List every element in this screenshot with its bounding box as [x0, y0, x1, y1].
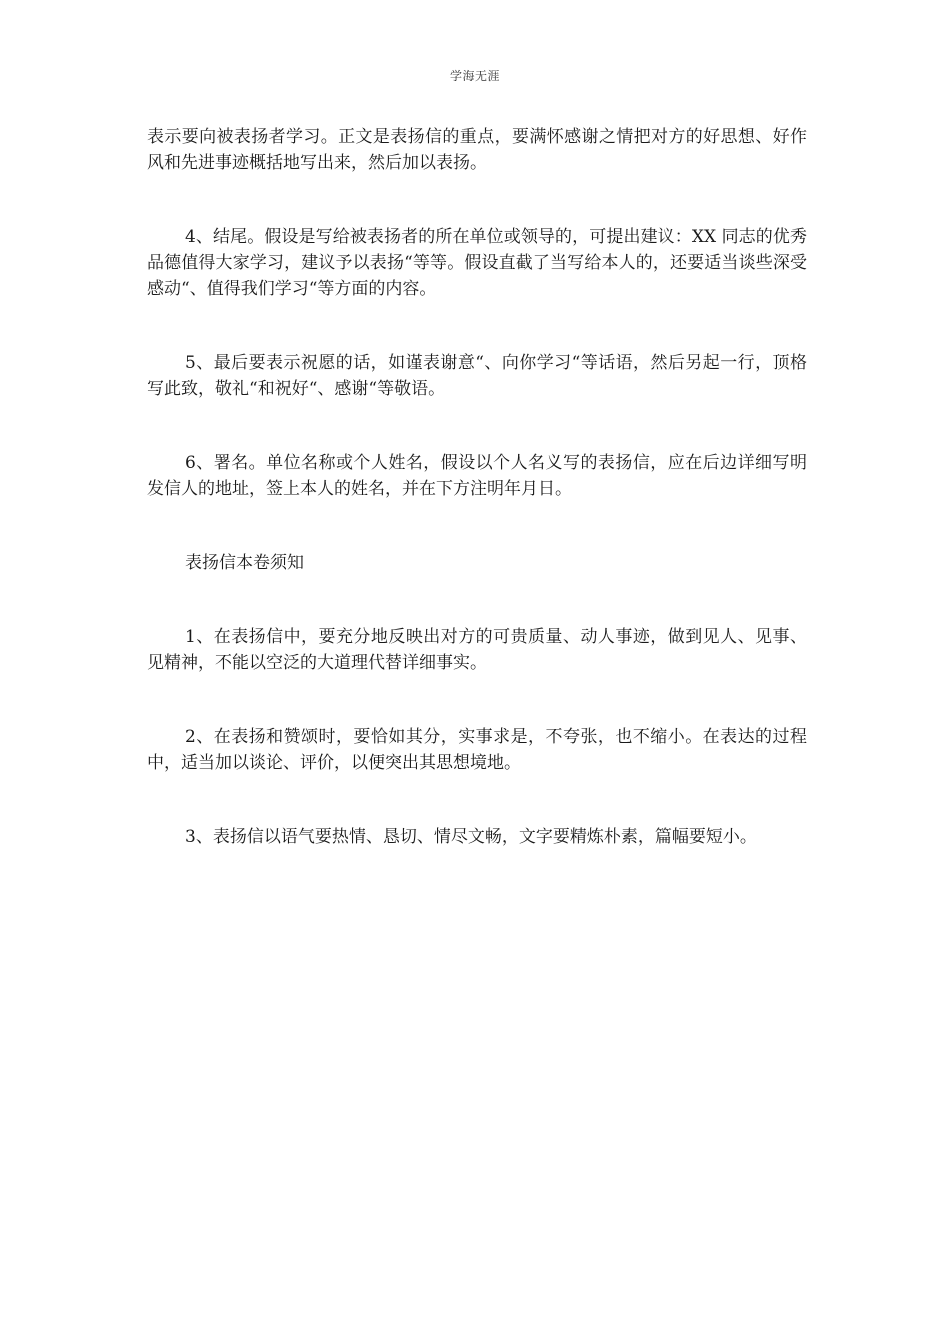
- paragraph-note-2: 2、在表扬和赞颂时，要恰如其分，实事求是，不夸张，也不缩小。在表达的过程中，适当加以谈论、评价，以便突出其思想境地。: [147, 727, 807, 773]
- paragraph-body-continuation: 表示要向被表扬者学习。正文是表扬信的重点，要满怀感谢之情把对方的好思想、好作风和先进事迹概括地写出来，然后加以表扬。: [147, 127, 807, 173]
- paragraph-gap: [147, 676, 807, 724]
- paragraph-gap: [147, 502, 807, 550]
- paragraph-wishes: 5、最后要表示祝愿的话，如谨表谢意“、向你学习“等话语，然后另起一行，顶格写此致，敬礼“和祝好“、感谢“等敬语。: [147, 353, 807, 399]
- paragraph-note-1: 1、在表扬信中，要充分地反映出对方的可贵质量、动人事迹，做到见人、见事、见精神，不能以空泛的大道理代替详细事实。: [147, 627, 807, 673]
- section-heading: 表扬信本卷须知: [185, 553, 304, 573]
- paragraph-gap: [147, 176, 807, 224]
- paragraph-gap: [147, 776, 807, 824]
- paragraph-note-3: 3、表扬信以语气要热情、恳切、情尽文畅，文字要精炼朴素，篇幅要短小。: [185, 827, 757, 847]
- document-body: [147, 124, 807, 850]
- paragraph-ending: 4、结尾。假设是写给被表扬者的所在单位或领导的，可提出建议：XX 同志的优秀品德值得大家学习，建议予以表扬“等等。假设直截了当写给本人的，还要适当谈些深受感动“、值得我们学习“等方面的内容。: [147, 227, 807, 299]
- paragraph-gap: [147, 576, 807, 624]
- paragraph-gap: [147, 302, 807, 350]
- page-header: 学海无涯: [449, 69, 500, 83]
- paragraph-gap: [147, 402, 807, 450]
- paragraph-signature: 6、署名。单位名称或个人姓名，假设以个人名义写的表扬信，应在后边详细写明发信人的地址，签上本人的姓名，并在下方注明年月日。: [147, 453, 807, 499]
